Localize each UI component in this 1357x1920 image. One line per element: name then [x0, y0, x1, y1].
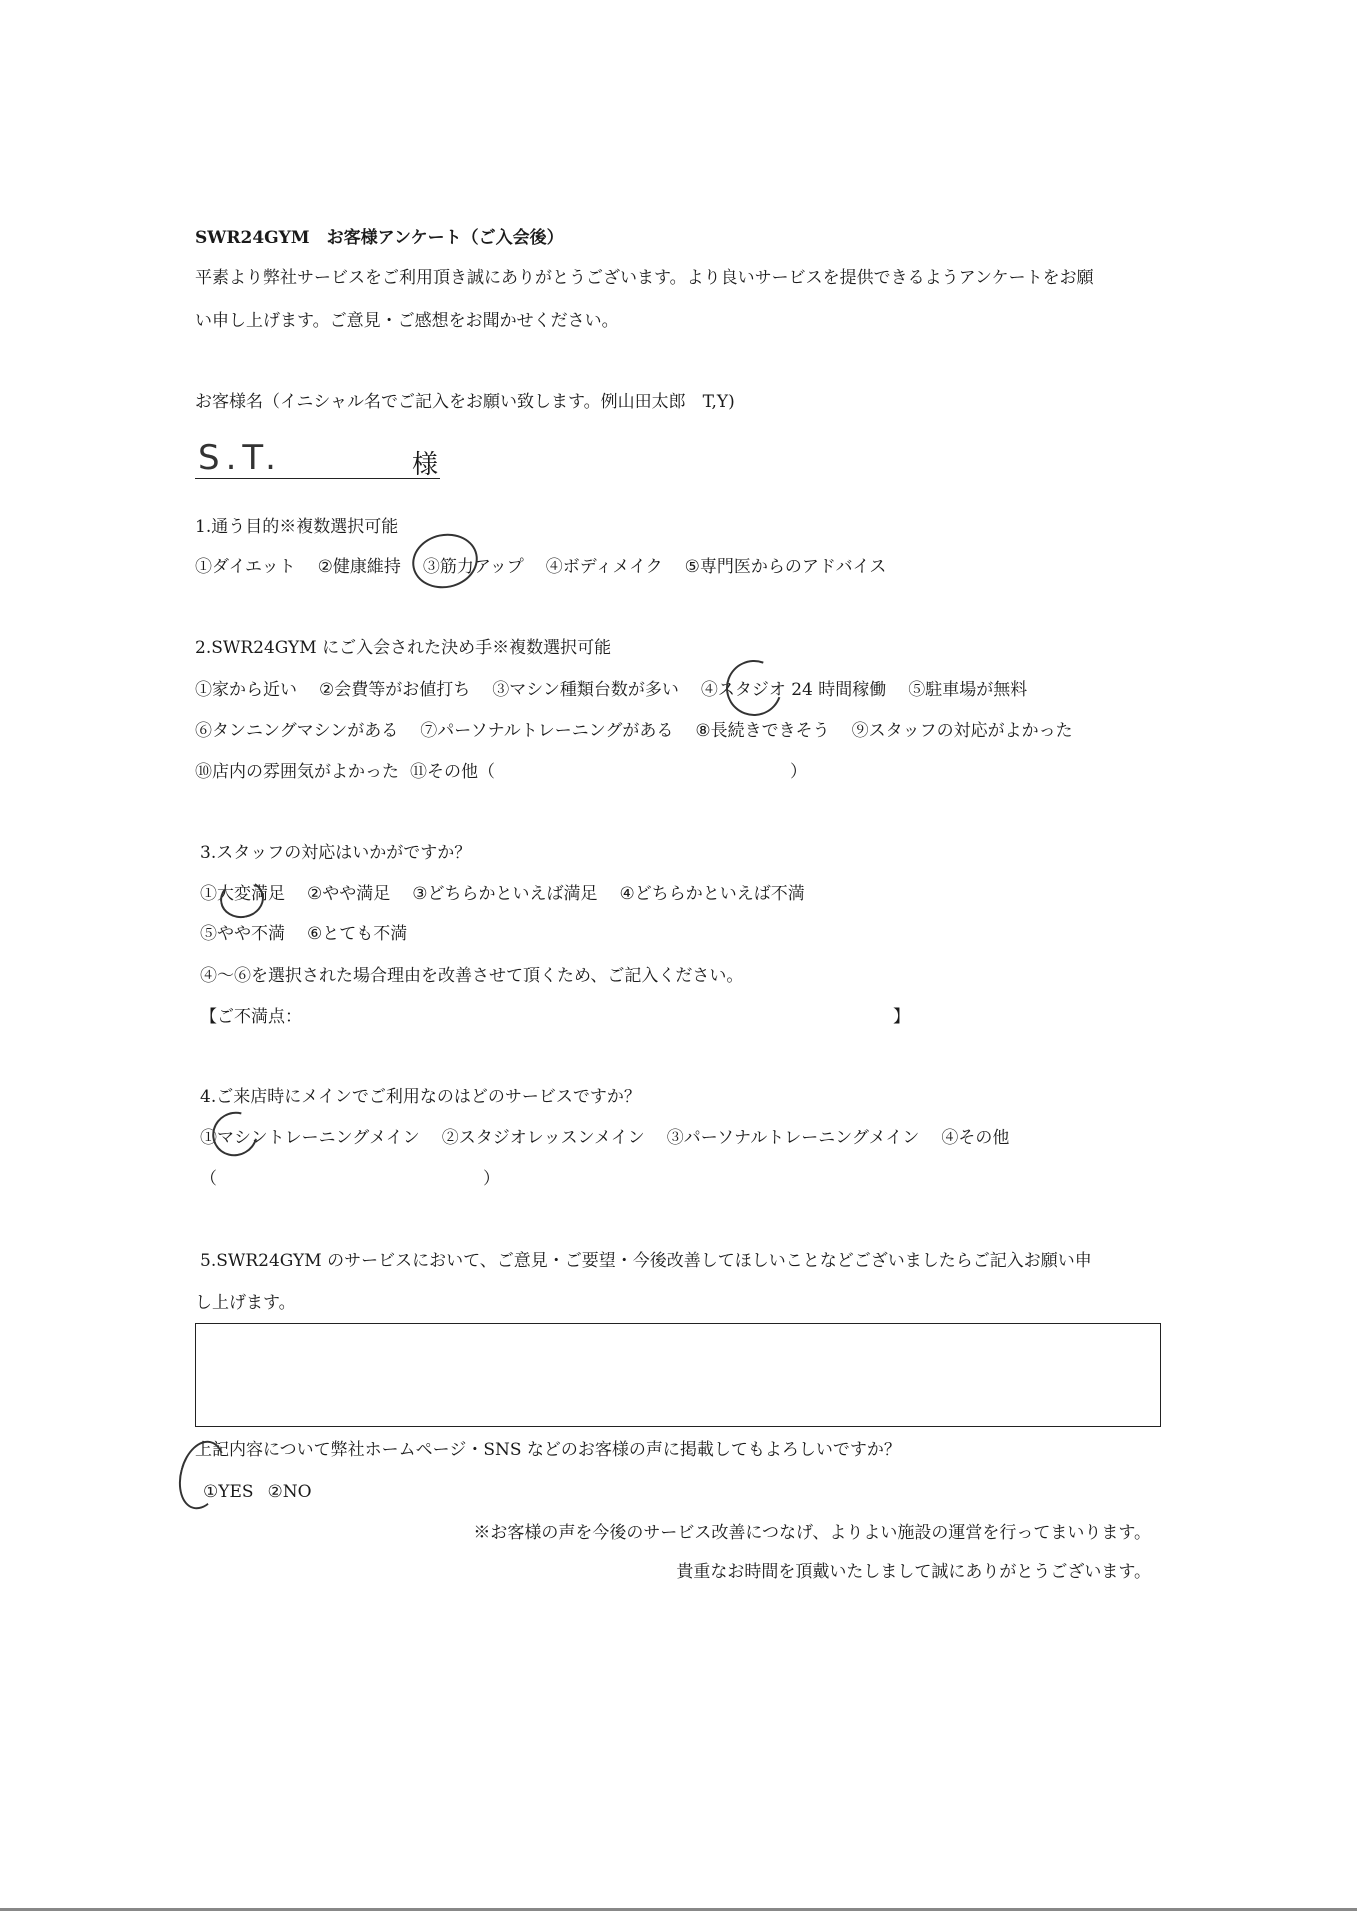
closing-line-1: ※お客様の声を今後のサービス改善につなげ、よりよい施設の運営を行ってまいります。: [473, 1523, 1151, 1543]
scan-edge-line: [0, 1908, 1357, 1911]
customer-name-underline: [195, 478, 440, 479]
q3-title: 3.スタッフの対応はいかがですか？: [200, 843, 472, 863]
q3-option-2[interactable]: ②やや満足: [307, 884, 391, 904]
q3-option-5[interactable]: ⑤やや不満: [200, 924, 285, 944]
q1-option-5[interactable]: ⑤専門医からのアドバイス: [684, 557, 887, 577]
q4-option-3[interactable]: ③パーソナルトレーニングメイン: [666, 1128, 920, 1148]
q3-option-4[interactable]: ④どちらかといえば不満: [619, 884, 805, 904]
q4-option-4[interactable]: ④その他: [941, 1128, 1010, 1148]
survey-title: SWR24GYM お客様アンケート（ご入会後）: [195, 228, 564, 248]
q2-options-row1: [195, 680, 1049, 700]
closing-line-2: 貴重なお時間を頂戴いたしまして誠にありがとうございます。: [676, 1562, 1151, 1582]
q3-options-row1: [200, 884, 827, 904]
q1-options: [195, 557, 908, 577]
q1-title: 1.通う目的※複数選択可能: [195, 517, 399, 537]
q1-option-3[interactable]: ③筋力アップ: [422, 557, 524, 577]
intro-line-1: 平素より弊社サービスをご利用頂き誠にありがとうございます。より良いサービスを提供できるようアンケートをお願: [195, 268, 1094, 288]
q2-option-11[interactable]: ⑪その他（: [410, 762, 495, 782]
q2-option-3[interactable]: ③マシン種類台数が多い: [492, 680, 679, 700]
q2-option-6[interactable]: ⑥タンニングマシンがある: [195, 721, 399, 741]
q2-option-2[interactable]: ②会費等がお値打ち: [319, 680, 471, 700]
q2-title: 2.SWR24GYM にご入会された決め手※複数選択可能: [195, 638, 612, 658]
publish-yes[interactable]: ①YES: [203, 1482, 254, 1502]
q1-option-2[interactable]: ②健康維持: [317, 557, 401, 577]
q2-option-8[interactable]: ⑧長続きできそう: [695, 721, 830, 741]
q3-complaint-close: 】: [893, 1007, 910, 1027]
q2-option-4[interactable]: ④スタジオ 24 時間稼働: [700, 680, 887, 700]
q5-title-line-2: し上げます。: [195, 1293, 296, 1313]
q1-selection-circle: [407, 528, 483, 595]
q1-option-4[interactable]: ④ボディメイク: [545, 557, 663, 577]
q3-option-3[interactable]: ③どちらかといえば満足: [412, 884, 598, 904]
q2-options-row2: [195, 721, 1095, 741]
q3-option-6[interactable]: ⑥とても不満: [307, 924, 408, 944]
q2-selection-circle: [717, 651, 791, 725]
q4-option-1[interactable]: ①マシントレーニングメイン: [200, 1128, 420, 1148]
q4-other-close: ）: [483, 1169, 500, 1189]
q4-selection-circle: [204, 1103, 266, 1164]
q3-options-row2: [200, 924, 429, 944]
publish-options: [203, 1482, 334, 1502]
q3-note: ④～⑥を選択された場合理由を改善させて頂くため、ご記入ください。: [200, 966, 744, 986]
publish-no[interactable]: ②NO: [267, 1482, 312, 1502]
intro-line-2: い申し上げます。ご意見・ご感想をお聞かせください。: [195, 311, 619, 331]
q2-other-close: ）: [790, 762, 807, 782]
q3-option-1[interactable]: ①大変満足: [200, 884, 285, 904]
q2-option-9[interactable]: ⑨スタッフの対応がよかった: [851, 721, 1073, 741]
customer-name-honorific: 様: [412, 450, 439, 480]
q5-title-line-1: 5.SWR24GYM のサービスにおいて、ご意見・ご要望・今後改善してほしいことなどございましたらご記入お願い申: [200, 1251, 1092, 1271]
q1-option-1[interactable]: ①ダイエット: [195, 557, 296, 577]
q2-option-5[interactable]: ⑤駐車場が無料: [908, 680, 1028, 700]
customer-name-label: お客様名（イニシャル名でご記入をお願い致します。例山田太郎 T,Y): [195, 392, 735, 412]
q4-title: 4.ご来店時にメインでご利用なのはどのサービスですか？: [200, 1087, 641, 1107]
q4-options: [200, 1128, 1031, 1148]
q3-complaint-label: 【ご不満点：: [200, 1007, 302, 1027]
q5-comment-box[interactable]: [195, 1323, 1161, 1427]
customer-name-handwritten[interactable]: S.T.: [198, 438, 282, 478]
publish-question: 上記内容について弊社ホームページ・SNS などのお客様の声に掲載してもよろしいですか？: [195, 1440, 901, 1460]
q2-option-10[interactable]: ⑩店内の雰囲気がよかった: [195, 762, 399, 782]
q4-option-2[interactable]: ②スタジオレッスンメイン: [441, 1128, 645, 1148]
q4-other-open: （: [200, 1169, 217, 1189]
q2-option-7[interactable]: ⑦パーソナルトレーニングがある: [420, 721, 674, 741]
q2-option-1[interactable]: ①家から近い: [195, 680, 297, 700]
